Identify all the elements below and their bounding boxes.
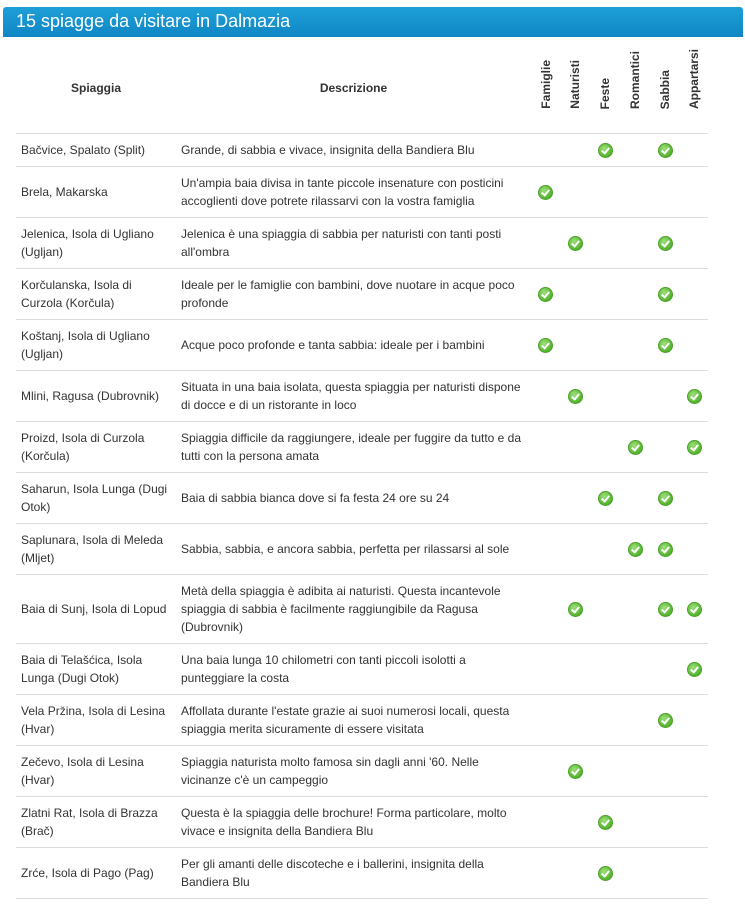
category-cell [620, 695, 650, 746]
table-row [16, 797, 708, 848]
category-cell [620, 746, 650, 797]
beach-name: Zrće, Isola di Pago (Pag) [16, 848, 176, 899]
category-cell [680, 473, 708, 524]
beach-description: Ideale per le famiglie con bambini, dove nuotare in acque poco profonde [176, 269, 531, 320]
check-circle-icon [568, 389, 583, 404]
table-row [16, 269, 708, 320]
category-cell [560, 746, 590, 797]
check-circle-icon [598, 866, 613, 881]
category-cell [590, 134, 620, 167]
beach-description: Sabbia, sabbia, e ancora sabbia, perfetta per rilassarsi al sole [176, 524, 531, 575]
beach-name: Vela Pržina, Isola di Lesina (Hvar) [16, 695, 176, 746]
category-cell [620, 134, 650, 167]
category-cell [680, 167, 708, 218]
category-cell [590, 797, 620, 848]
category-cell [590, 695, 620, 746]
column-header-sabbia [650, 43, 680, 134]
category-cell [590, 371, 620, 422]
category-cell [650, 218, 680, 269]
category-cell [650, 797, 680, 848]
beaches-table [16, 43, 708, 899]
beach-name: Baia di Sunj, Isola di Lopud [16, 575, 176, 644]
category-cell [531, 320, 560, 371]
category-cell [560, 644, 590, 695]
beach-description: Per gli amanti delle discoteche e i ballerini, insignita della Bandiera Blu [176, 848, 531, 899]
category-cell [620, 524, 650, 575]
check-circle-icon [568, 236, 583, 251]
check-circle-icon [658, 143, 673, 158]
check-circle-icon [538, 338, 553, 353]
beach-description: Una baia lunga 10 chilometri con tanti piccoli isolotti a punteggiare la costa [176, 644, 531, 695]
category-cell [531, 218, 560, 269]
category-cell [650, 644, 680, 695]
beach-name: Proizd, Isola di Curzola (Korčula) [16, 422, 176, 473]
category-cell [620, 218, 650, 269]
category-cell [680, 422, 708, 473]
beach-description: Grande, di sabbia e vivace, insignita della Bandiera Blu [176, 134, 531, 167]
category-cell [590, 218, 620, 269]
category-cell [620, 797, 650, 848]
category-cell [650, 695, 680, 746]
column-header-romantici [620, 43, 650, 134]
column-header-label: Feste [598, 77, 612, 109]
beach-description: Un'ampia baia divisa in tante piccole insenature con posticini accoglienti dove potrete rilassarvi con la vostra famiglia [176, 167, 531, 218]
column-header-famiglie [531, 43, 560, 134]
category-cell [560, 695, 590, 746]
check-circle-icon [658, 338, 673, 353]
beach-name: Baia di Telašćica, Isola Lunga (Dugi Otok) [16, 644, 176, 695]
beach-description: Affollata durante l'estate grazie ai suoi numerosi locali, questa spiaggia merita sicuramente di essere visitata [176, 695, 531, 746]
category-cell [590, 320, 620, 371]
table-row [16, 371, 708, 422]
check-circle-icon [598, 815, 613, 830]
check-circle-icon [568, 764, 583, 779]
check-circle-icon [658, 236, 673, 251]
table-row [16, 575, 708, 644]
category-cell [560, 473, 590, 524]
table-row [16, 320, 708, 371]
table-body [16, 134, 708, 899]
category-cell [560, 848, 590, 899]
category-cell [531, 644, 560, 695]
check-circle-icon [687, 602, 702, 617]
category-cell [650, 746, 680, 797]
check-circle-icon [538, 287, 553, 302]
category-cell [531, 746, 560, 797]
category-cell [620, 269, 650, 320]
category-cell [680, 134, 708, 167]
check-circle-icon [538, 185, 553, 200]
category-cell [620, 473, 650, 524]
category-cell [560, 575, 590, 644]
category-cell [590, 422, 620, 473]
category-cell [560, 134, 590, 167]
check-circle-icon [598, 143, 613, 158]
category-cell [680, 575, 708, 644]
category-cell [560, 218, 590, 269]
table-row [16, 167, 708, 218]
category-cell [590, 269, 620, 320]
beach-name: Saharun, Isola Lunga (Dugi Otok) [16, 473, 176, 524]
check-circle-icon [628, 440, 643, 455]
category-cell [680, 371, 708, 422]
column-header-beach: Spiaggia [70, 81, 121, 95]
column-header-label: Appartarsi [687, 48, 701, 109]
beach-name: Bačvice, Spalato (Split) [16, 134, 176, 167]
check-circle-icon [568, 602, 583, 617]
table-row [16, 218, 708, 269]
beach-description: Acque poco profonde e tanta sabbia: ideale per i bambini [176, 320, 531, 371]
table-row [16, 848, 708, 899]
category-cell [531, 473, 560, 524]
beach-name: Koštanj, Isola di Ugliano (Ugljan) [16, 320, 176, 371]
category-cell [590, 167, 620, 218]
table-row [16, 524, 708, 575]
category-cell [680, 695, 708, 746]
check-circle-icon [658, 602, 673, 617]
check-circle-icon [658, 491, 673, 506]
category-cell [680, 269, 708, 320]
category-cell [620, 320, 650, 371]
table-row [16, 695, 708, 746]
table-row [16, 473, 708, 524]
check-circle-icon [598, 491, 613, 506]
category-cell [680, 524, 708, 575]
beach-name: Zečevo, Isola di Lesina (Hvar) [16, 746, 176, 797]
category-cell [650, 167, 680, 218]
beach-name: Korčulanska, Isola di Curzola (Korčula) [16, 269, 176, 320]
category-cell [620, 644, 650, 695]
check-circle-icon [658, 542, 673, 557]
beach-description: Metà della spiaggia è adibita ai naturisti. Questa incantevole spiaggia di sabbia è facilmente raggiungibile da Ragusa (Dubrovnik) [176, 575, 531, 644]
table-row [16, 644, 708, 695]
column-header-label: Sabbia [658, 69, 672, 109]
category-cell [590, 746, 620, 797]
table-row [16, 134, 708, 167]
category-cell [650, 269, 680, 320]
category-cell [531, 695, 560, 746]
category-cell [650, 524, 680, 575]
category-cell [590, 575, 620, 644]
beach-name: Jelenica, Isola di Ugliano (Ugljan) [16, 218, 176, 269]
header-row [16, 43, 708, 134]
category-cell [590, 848, 620, 899]
category-cell [650, 134, 680, 167]
column-header-label: Romantici [628, 50, 642, 109]
beach-description: Spiaggia naturista molto famosa sin dagli anni '60. Nelle vicinanze c'è un campeggio [176, 746, 531, 797]
category-cell [531, 134, 560, 167]
check-circle-icon [687, 662, 702, 677]
column-header-label: Naturisti [568, 60, 582, 109]
category-cell [680, 848, 708, 899]
check-circle-icon [658, 287, 673, 302]
category-cell [560, 422, 590, 473]
column-header-description: Descrizione [319, 81, 388, 95]
category-cell [620, 848, 650, 899]
beach-description: Spiaggia difficile da raggiungere, ideale per fuggire da tutto e da tutti con la persona amata [176, 422, 531, 473]
category-cell [650, 848, 680, 899]
beach-description: Baia di sabbia bianca dove si fa festa 24 ore su 24 [176, 473, 531, 524]
check-circle-icon [628, 542, 643, 557]
check-circle-icon [687, 440, 702, 455]
beach-name: Saplunara, Isola di Meleda (Mljet) [16, 524, 176, 575]
beach-name: Zlatni Rat, Isola di Brazza (Brač) [16, 797, 176, 848]
page-title: 15 spiagge da visitare in Dalmazia [3, 7, 743, 37]
category-cell [531, 575, 560, 644]
category-cell [680, 797, 708, 848]
category-cell [650, 575, 680, 644]
category-cell [531, 848, 560, 899]
category-cell [590, 524, 620, 575]
category-cell [680, 746, 708, 797]
check-circle-icon [658, 713, 673, 728]
beach-description: Questa è la spiaggia delle brochure! Forma particolare, molto vivace e insignita della Bandiera Blu [176, 797, 531, 848]
category-cell [680, 218, 708, 269]
category-cell [560, 320, 590, 371]
category-cell [590, 473, 620, 524]
beach-name: Brela, Makarska [16, 167, 176, 218]
category-cell [620, 575, 650, 644]
check-circle-icon [687, 389, 702, 404]
category-cell [620, 371, 650, 422]
table-row [16, 746, 708, 797]
category-cell [620, 422, 650, 473]
category-cell [560, 524, 590, 575]
category-cell [590, 644, 620, 695]
category-cell [531, 422, 560, 473]
column-header-feste [590, 43, 620, 134]
category-cell [560, 269, 590, 320]
category-cell [650, 371, 680, 422]
category-cell [531, 524, 560, 575]
column-header-appartarsi [680, 43, 708, 134]
category-cell [680, 320, 708, 371]
category-cell [560, 371, 590, 422]
category-cell [650, 422, 680, 473]
category-cell [531, 269, 560, 320]
category-cell [650, 473, 680, 524]
table-row [16, 422, 708, 473]
category-cell [560, 797, 590, 848]
category-cell [531, 797, 560, 848]
category-cell [620, 167, 650, 218]
beach-description: Jelenica è una spiaggia di sabbia per naturisti con tanti posti all'ombra [176, 218, 531, 269]
beach-name: Mlini, Ragusa (Dubrovnik) [16, 371, 176, 422]
category-cell [531, 167, 560, 218]
category-cell [531, 371, 560, 422]
beach-description: Situata in una baia isolata, questa spiaggia per naturisti dispone di docce e di un ristorante in loco [176, 371, 531, 422]
column-header-label: Famiglie [538, 60, 553, 109]
column-header-naturisti [560, 43, 590, 134]
category-cell [560, 167, 590, 218]
category-cell [680, 644, 708, 695]
category-cell [650, 320, 680, 371]
